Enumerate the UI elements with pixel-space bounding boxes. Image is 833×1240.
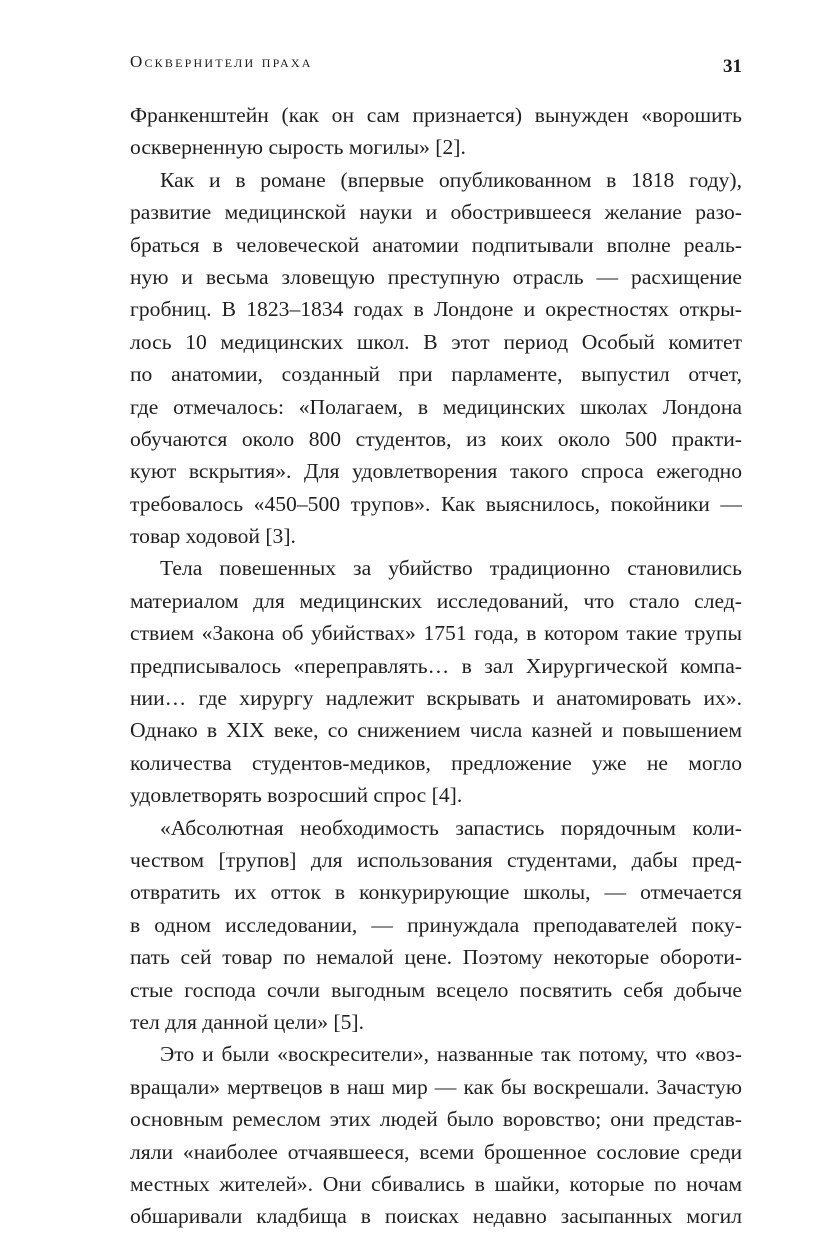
paragraph [130,99,742,164]
paragraph [130,812,742,1039]
text-line: нии… где хирургу надлежит вскрывать и анатомировать их». [130,686,742,711]
text-line: Это и были «воскресители», названные так потому, что «воз- [160,1042,742,1067]
text-line: предписывалось «переправлять… в зал Хирургической компа- [130,653,742,678]
page-number: 31 [723,56,742,77]
text-line: Однако в XIX веке, со снижением числа казней и повышением [130,718,742,743]
running-title: Осквернители праха [130,52,313,71]
text-line: ствием «Закона об убийствах» 1751 года, в котором такие трупы [130,621,742,646]
text-line: количества студентов-медиков, предложение уже не могло [130,750,742,775]
text-line: требовалось «450–500 трупов». Как выяснилось, покойники — [130,491,742,516]
paragraph [130,1038,742,1232]
text-line: основным ремеслом этих людей было воровство; они представ- [130,1107,742,1132]
text-line: по анатомии, созданный при парламенте, выпустил отчет, [130,362,742,387]
text-line: удовлетворять возросший спрос [4]. [130,783,463,808]
text-line: Как и в романе (впервые опубликованном в 1818 году), [160,167,742,192]
text-line: товар ходовой [3]. [130,524,296,549]
paragraph [130,164,742,553]
text-line: Франкенштейн (как он сам признается) вынужден «ворошить [130,103,742,127]
text-line: ную и весьма зловещую преступную отрасль — расхищение [130,264,742,289]
text-line: материалом для медицинских исследований, что стало след- [130,588,742,613]
text-line: тел для данной цели» [5]. [130,1009,364,1034]
text-line: где отмечалось: «Полагаем, в медицинских школах Лондона [130,394,742,419]
text-line: вращали» мертвецов в наш мир — как бы воскрешали. Зачастую [130,1074,742,1099]
text-line: браться в человеческой анатомии подпитывали вполне реаль- [130,232,742,257]
text-line: местных жителей». Они сбивались в шайки, которые по ночам [130,1171,742,1196]
text-line: лось 10 медицинских школ. В этот период Особый комитет [130,329,742,354]
text-line: в одном исследовании, — принуждала преподавателей поку- [130,912,742,937]
text-line: «Абсолютная необходимость запастись порядочным коли- [160,815,742,840]
text-line: оскверненную сырость могилы» [2]. [130,135,466,160]
text-line: пать сей товар по немалой цене. Поэтому некоторые обороти- [130,945,742,970]
text-line: обшаривали кладбища в поисках недавно засыпанных могил [130,1204,742,1229]
text-line: куют вскрытия». Для удовлетворения такого спроса ежегодно [130,459,742,484]
text-line: обучаются около 800 студентов, из коих около 500 практи- [130,426,742,451]
body-text [130,99,742,1233]
text-line: гробниц. В 1823–1834 годах в Лондоне и окрестностях откры- [130,297,742,322]
text-line: развитие медицинской науки и обострившееся желание разо- [130,200,742,225]
text-line: чеством [трупов] для использования студентами, дабы пред- [130,847,742,872]
text-line: стые господа сочли выгодным всецело посвятить себя добыче [130,977,742,1002]
text-line: отвратить их отток в конкурирующие школы, — отмечается [130,880,742,905]
text-line: ляли «наиболее отчаявшееся, всеми брошенное сословие среди [130,1139,742,1164]
paragraph [130,552,742,811]
text-line: Тела повешенных за убийство традиционно становились [160,556,742,581]
